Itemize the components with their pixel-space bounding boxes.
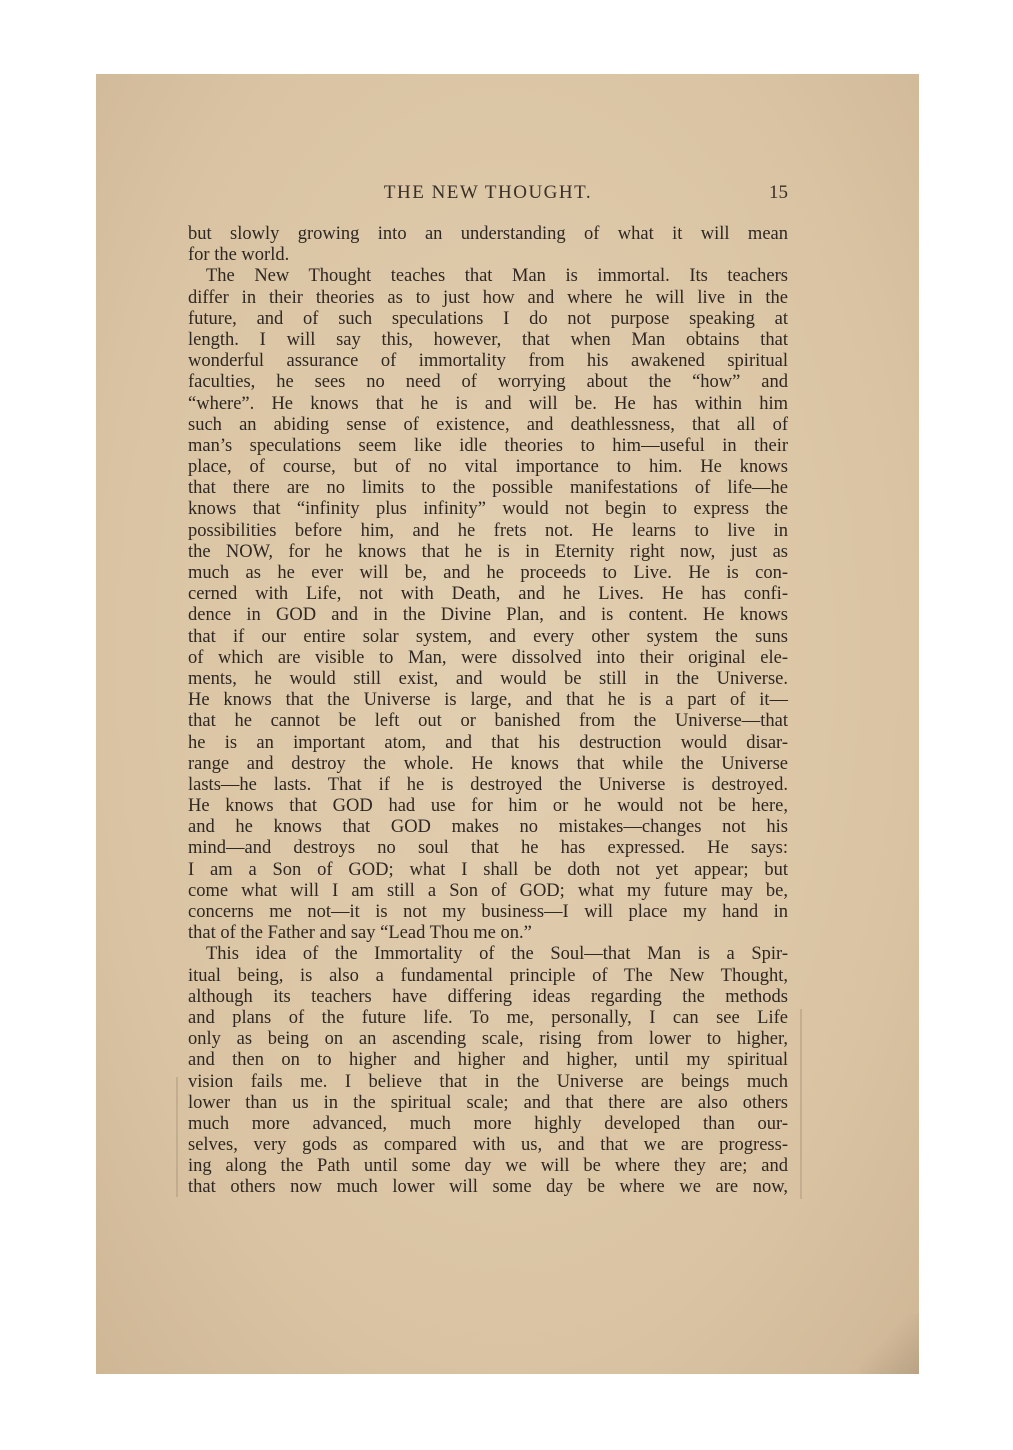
text-line: ing along the Path until some day we will be where they are; and — [188, 1156, 788, 1177]
text-line: cerned with Life, not with Death, and he Lives. He has confi- — [188, 584, 788, 605]
text-line: The New Thought teaches that Man is immortal. Its teachers — [206, 266, 788, 287]
text-line: although its teachers have differing ideas regarding the methods — [188, 986, 788, 1007]
text-line: future, and of such speculations I do not purpose speaking at — [188, 308, 788, 329]
text-line: lasts—he lasts. That if he is destroyed the Universe is destroyed. — [188, 774, 788, 795]
text-line: vision fails me. I believe that in the Universe are beings much — [188, 1071, 788, 1092]
page-number: 15 — [769, 182, 788, 203]
text-line: that others now much lower will some day be where we are now, — [188, 1177, 788, 1198]
text-line: that there are no limits to the possible manifestations of life—he — [188, 478, 788, 499]
text-line: and he knows that GOD makes no mistakes—changes not his — [188, 817, 788, 838]
text-line: man’s speculations seem like idle theories to him—useful in their — [188, 435, 788, 456]
text-line: much as he ever will be, and he proceeds to Live. He is con- — [188, 563, 788, 583]
text-line: for the world. — [188, 245, 290, 266]
running-title: THE NEW THOUGHT. — [383, 182, 593, 203]
text-line: come what will I am still a Son of GOD; what my future may be, — [188, 880, 788, 901]
text-line: mind—and destroys no soul that he has expressed. He says: — [188, 838, 788, 859]
text-line: possibilities before him, and he frets not. He learns to live in — [188, 520, 788, 541]
text-line: ments, he would still exist, and would be still in the Universe. — [188, 668, 788, 689]
text-line: much more advanced, much more highly developed than our- — [188, 1113, 788, 1134]
pencil-mark-left — [176, 1077, 178, 1197]
text-line: wonderful assurance of immortality from his awakened spiritual — [188, 351, 788, 372]
text-line: and then on to higher and higher and higher, until my spiritual — [188, 1050, 788, 1071]
text-line: I am a Son of GOD; what I shall be doth not yet appear; but — [188, 859, 788, 880]
book-page — [96, 74, 919, 1374]
text-line: He knows that GOD had use for him or he would not be here, — [188, 796, 788, 817]
text-line: faculties, he sees no need of worrying about the “how” and — [188, 372, 788, 393]
text-line: He knows that the Universe is large, and that he is a part of it— — [188, 690, 788, 711]
text-line: of which are visible to Man, were dissolved into their original ele- — [188, 647, 788, 668]
text-line: and plans of the future life. To me, personally, I can see Life — [188, 1007, 788, 1028]
text-line: lower than us in the spiritual scale; and that there are also others — [188, 1092, 788, 1113]
text-line: he is an important atom, and that his destruction would disar- — [188, 732, 788, 753]
text-line: but slowly growing into an understanding of what it will mean — [188, 224, 788, 244]
page-corner-shadow — [859, 1314, 919, 1374]
text-line: only as being on an ascending scale, rising from lower to higher, — [188, 1029, 788, 1050]
text-line: length. I will say this, however, that when Man obtains that — [188, 329, 788, 350]
text-line: itual being, is also a fundamental principle of The New Thought, — [188, 965, 788, 986]
text-line: place, of course, but of no vital importance to him. He knows — [188, 457, 788, 478]
text-line: This idea of the Immortality of the Soul—that Man is a Spir- — [206, 944, 788, 965]
text-line: “where”. He knows that he is and will be. He has within him — [188, 393, 788, 414]
text-line: selves, very gods as compared with us, and that we are progress- — [188, 1135, 788, 1156]
text-line: the NOW, for he knows that he is in Eternity right now, just as — [188, 541, 788, 562]
text-line: dence in GOD and in the Divine Plan, and is content. He knows — [188, 605, 788, 626]
text-line: knows that “infinity plus infinity” would not begin to express the — [188, 499, 788, 520]
pencil-mark-right — [800, 1009, 802, 1199]
body-text — [188, 224, 788, 1199]
page-header — [188, 182, 788, 208]
text-line: that he cannot be left out or banished from the Universe—that — [188, 711, 788, 732]
text-line: such an abiding sense of existence, and deathlessness, that all of — [188, 414, 788, 435]
text-line: that of the Father and say “Lead Thou me on.” — [188, 923, 532, 944]
text-line: differ in their theories as to just how and where he will live in the — [188, 287, 788, 308]
text-line: that if our entire solar system, and every other system the suns — [188, 626, 788, 647]
text-line: range and destroy the whole. He knows that while the Universe — [188, 753, 788, 774]
text-line: concerns me not—it is not my business—I will place my hand in — [188, 902, 788, 922]
